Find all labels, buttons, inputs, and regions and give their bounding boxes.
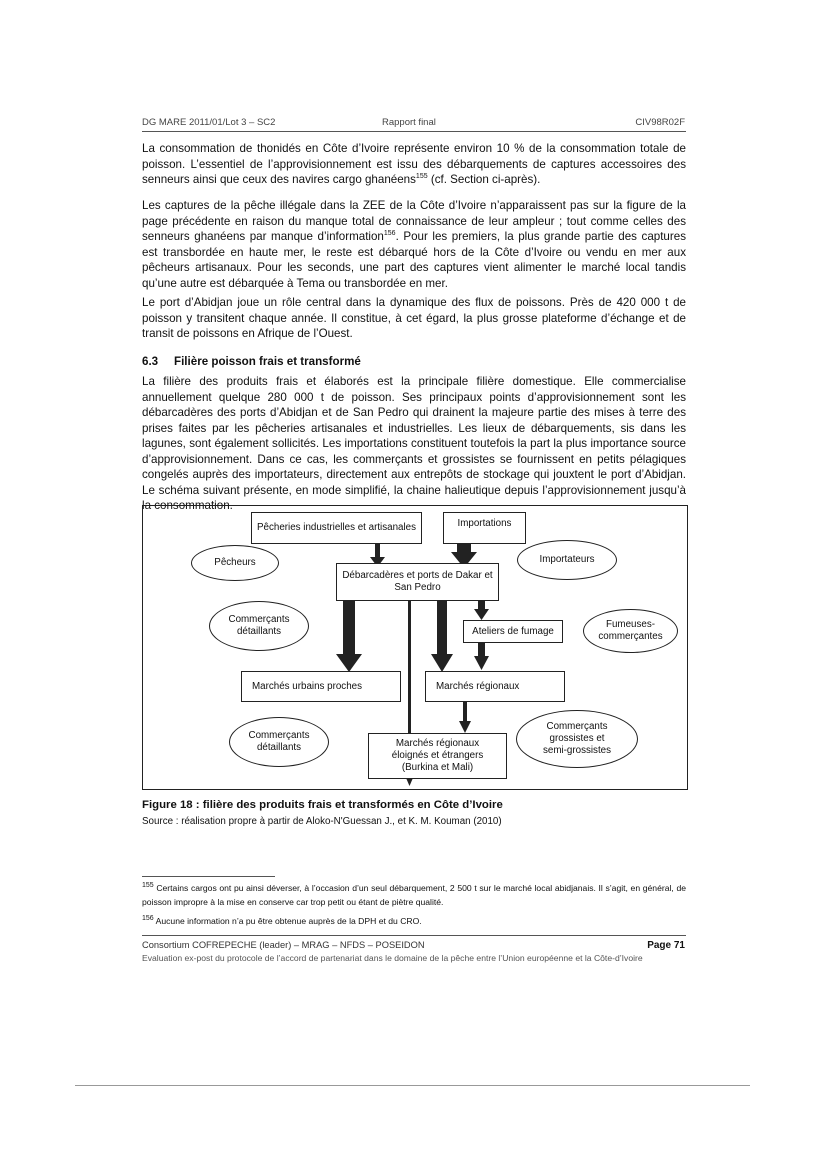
ellipse-commercants-detaillants-bottom: Commerçants détaillants	[229, 717, 329, 767]
paragraph-3	[142, 295, 686, 342]
footnote-156-text: Aucune information n’a pu être obtenue auprès de la DPH et du CRO.	[153, 916, 422, 926]
header-left: DG MARE 2011/01/Lot 3 – SC2	[142, 117, 276, 128]
flow-diagram	[142, 505, 688, 790]
box-importations: Importations	[443, 512, 526, 544]
paragraph-1-text-end: (cf. Section ci-après).	[427, 173, 541, 186]
section-number: 6.3	[142, 355, 159, 368]
paragraph-2	[142, 198, 686, 291]
ellipse-pecheurs: Pêcheurs	[191, 545, 279, 581]
footnote-155	[142, 882, 686, 909]
paragraph-1	[142, 141, 686, 188]
arrow-debarcaderes-to-ateliers	[474, 601, 489, 620]
ellipse-commercants-detaillants-top: Commerçants détaillants	[209, 601, 309, 651]
footnote-ref-156[interactable]: 156	[383, 230, 396, 238]
box-pecheries: Pêcheries industrielles et artisanales	[251, 512, 422, 544]
footer-rule	[142, 935, 686, 936]
footnote-rule	[142, 876, 275, 877]
figure-source: Source : réalisation propre à partir de Aloko-N'Guessan J., et K. M. Kouman (2010)	[142, 816, 502, 827]
section-title: Filière poisson frais et transformé	[174, 355, 361, 368]
arrow-ateliers-to-marches-regionaux	[474, 643, 489, 670]
footnote-155-text: Certains cargos ont pu ainsi déverser, à l’occasion d’un seul débarquement, 2 500 t sur le marché local abidjanais. Il s’agit, en général, de poisson impropre à la mise en conserve car trop petit ou étant de piètre qualité.	[142, 883, 686, 907]
box-marches-urbains: Marchés urbains proches	[241, 671, 401, 702]
footer-consortium: Consortium COFREPECHE (leader) – MRAG – NFDS – POSEIDON	[142, 940, 425, 950]
ellipse-importateurs: Importateurs	[517, 540, 617, 580]
header-right: CIV98R02F	[635, 117, 685, 128]
ellipse-grossistes: Commerçants grossistes et semi-grossistes	[516, 710, 638, 768]
paragraph-1-text: La consommation de thonidés en Côte d’Ivoire représente environ 10 % de la consommation totale de poisson. L’essentiel de l’approvisionnement est issu des débarquements de captures accessoires des senneurs ainsi que ceux des navires cargo ghanéens	[142, 142, 686, 186]
box-marches-regionaux: Marchés régionaux	[425, 671, 565, 702]
figure-caption: Figure 18 : filière des produits frais et transformés en Côte d’Ivoire	[142, 799, 503, 811]
footnote-156	[142, 915, 686, 929]
arrow-marches-regionaux-to-eloignes	[459, 702, 471, 733]
footer-subtitle: Evaluation ex-post du protocole de l’accord de partenariat dans le domaine de la pêche entre l’Union européenne et la Côte-d’Ivoire	[142, 953, 643, 963]
arrow-debarcaderes-to-marches-urbains	[336, 601, 362, 672]
header-rule	[142, 131, 686, 132]
footnote-ref-155[interactable]: 155	[415, 173, 428, 181]
box-marches-eloignes: Marchés régionaux éloignés et étrangers (Burkina et Mali)	[368, 733, 507, 779]
box-ateliers-fumage: Ateliers de fumage	[463, 620, 563, 643]
section-heading	[142, 355, 361, 368]
section-paragraph: La filière des produits frais et élaborés est la principale filière domestique. Elle commercialise annuellement quelque 280 000 t de poisson. Ses principaux points d’approvisionnement sont les débarcadères des ports d’Abidjan et de San Pedro qui drainent la majeure partie des mises à terre des prises faites par les pêcheries artisanales et industrielles. Les lieux de débarquements, sis dans les lagunes, sont également sollicités. Les importations constituent toutefois la part la plus importance source d’approvisionnement. Dans ce cas, les commerçants et grossistes se fournissent en petits pélagiques congelés auprès des importateurs, directement aux entrepôts de stockage qui jouxtent le port d’Abidjan. Le schéma suivant présente, en mode simplifié, la chaine halieutique depuis l’approvisionnement jusqu’à la consommation.	[142, 375, 686, 512]
box-debarcaderes: Débarcadères et ports de Dakar et San Pedro	[336, 563, 499, 601]
footer-page-number: Page 71	[647, 940, 685, 951]
ellipse-fumeuses-commercantes: Fumeuses-commerçantes	[583, 609, 678, 653]
paragraph-3-text: Le port d’Abidjan joue un rôle central dans la dynamique des flux de poissons. Près de 420 000 t de poisson y transitent chaque année. Il constitue, à cet égard, la plus grosse plateforme d’échange et de transit de poissons en Afrique de l’Ouest.	[142, 296, 686, 340]
page-bottom-rule	[75, 1085, 750, 1086]
header-center: Rapport final	[382, 117, 436, 128]
footnote-156-number: 156	[142, 915, 154, 923]
arrow-debarcaderes-to-marches-regionaux	[431, 601, 453, 672]
paragraph-2-text-end: . Pour les premiers, la plus grande partie des captures est transbordée en haute mer, le reste est débarqué hors de la Côte d’Ivoire ou vendu en mer aux pêcheurs artisanaux. Pour les seconds, une part des captures vient alimenter le marché local tandis qu’une autre est débarquée à Tema ou transbordée en mer.	[142, 230, 686, 290]
footnote-155-number: 155	[142, 882, 154, 890]
paragraph-2-text: Les captures de la pêche illégale dans la ZEE de la Côte d’Ivoire n’apparaissent pas sur la figure de la page précédente en raison du manque total de connaissance de leur ampleur ; tout comme celles des senneurs ghanéens par manque d’information	[142, 199, 686, 243]
